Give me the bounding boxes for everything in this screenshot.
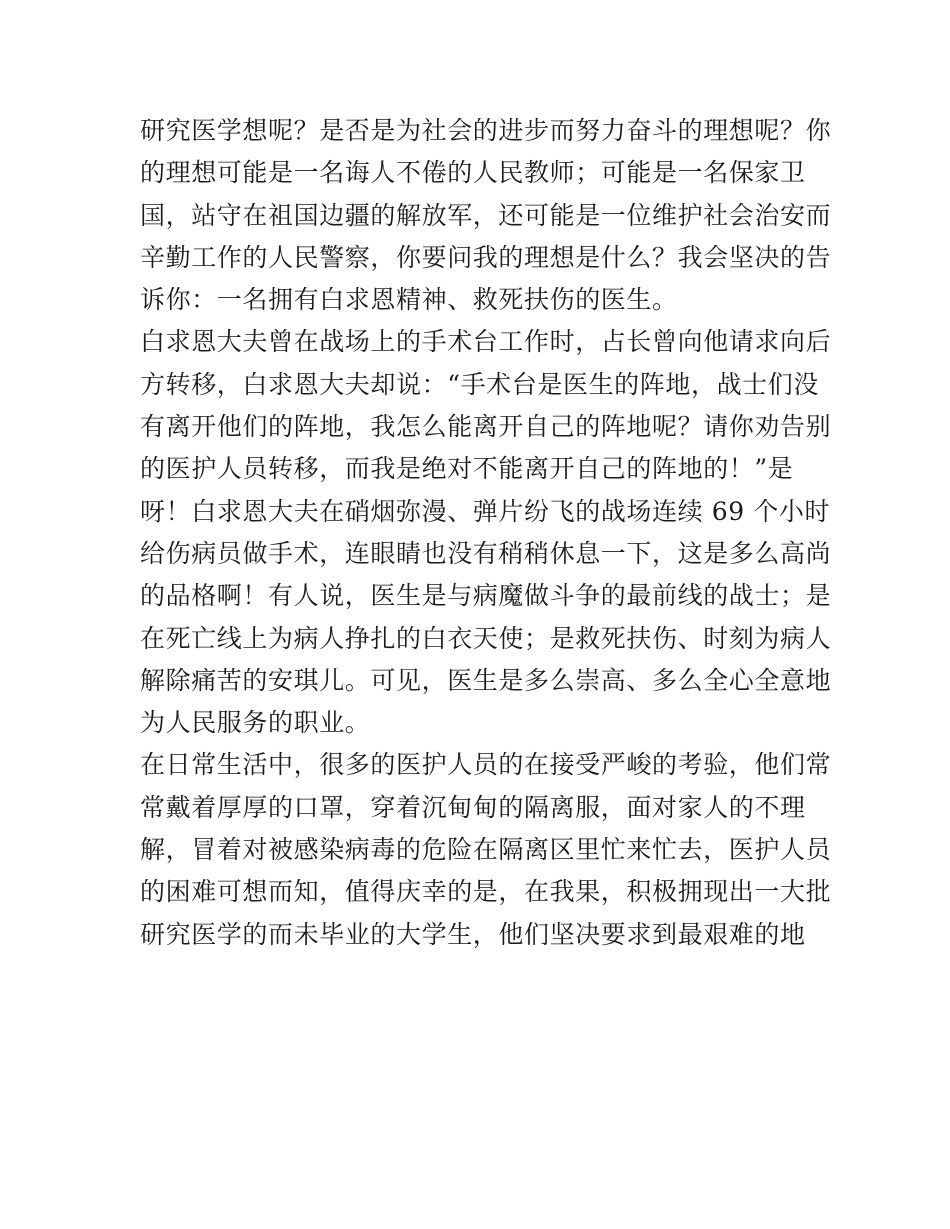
text-line: 研究医学想呢？是否是为社会的进步而努力奋斗的理想呢？你 [140, 116, 832, 145]
text-line: 给伤病员做手术，连眼睛也没有稍稍休息一下，这是多么高尚 [140, 538, 832, 568]
text-line: 解，冒着对被感染病毒的危险在隔离区里忙来忙去，医护人员 [140, 835, 832, 865]
text-line: 方转移，白求恩大夫却说：“手术台是医生的阵地，战士们没 [140, 369, 819, 399]
text-line: 的品格啊！有人说，医生是与病魔做斗争的最前线的战士；是 [140, 581, 832, 611]
text-line: 白求恩大夫曾在战场上的手术台工作时，占长曾向他请求向后 [140, 327, 832, 357]
text-line: 辛勤工作的人民警察，你要问我的理想是什么？我会坚决的告 [140, 242, 832, 272]
text-line: 解除痛苦的安琪儿。可见，医生是多么崇高、多么全心全意地 [140, 665, 832, 695]
text-line: 在死亡线上为病人挣扎的白衣天使；是救死扶伤、时刻为病人 [140, 623, 832, 653]
text-line: 有离开他们的阵地，我怎么能离开自己的阵地呢？请你劝告别 [140, 412, 832, 442]
text-line: 诉你：一名拥有白求恩精神、救死扶伤的医生。 [140, 285, 678, 315]
text-line: 研究医学的而未毕业的大学生，他们坚决要求到最艰难的地 [140, 919, 806, 949]
text-line: 的困难可想而知，值得庆幸的是，在我果，积极拥现出一大批 [140, 877, 832, 907]
text-line: 的理想可能是一名诲人不倦的人民教师；可能是一名保家卫 [140, 158, 806, 188]
text-line: 常戴着厚厚的口罩，穿着沉甸甸的隔离服，面对家人的不理 [140, 792, 806, 822]
text-line: 国，站守在祖国边疆的解放军，还可能是一位维护社会治安而 [140, 200, 832, 230]
text-line: 在日常生活中，很多的医护人员的在接受严峻的考验，他们常 [140, 750, 832, 780]
text-line: 呀！白求恩大夫在硝烟弥漫、弹片纷飞的战场连续 69 个小时 [140, 496, 831, 526]
text-line: 为人民服务的职业。 [140, 708, 371, 738]
text-line: 的医护人员转移，而我是绝对不能离开自己的阵地的！”是 [140, 454, 794, 484]
body-text [140, 110, 832, 956]
